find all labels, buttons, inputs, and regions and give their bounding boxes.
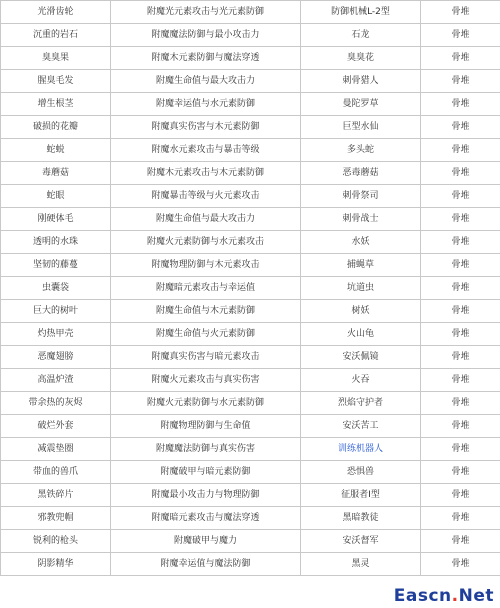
table-row (1, 392, 500, 415)
table-row (1, 185, 500, 208)
monster-cell (301, 323, 421, 346)
table-row (1, 1, 500, 24)
monster-text: 水妖 (351, 237, 370, 247)
item-name-cell (1, 369, 111, 392)
enchant-effect-text: 附魔最小攻击力与物理防御 (151, 490, 260, 500)
table-row (1, 24, 500, 47)
table-row (1, 70, 500, 93)
enchant-effect-text: 附魔生命值与木元素防御 (155, 306, 255, 316)
location-text: 骨堆 (451, 375, 470, 385)
enchant-effect-cell (111, 553, 301, 576)
enchant-effect-cell (111, 415, 301, 438)
item-name-text: 破烂外套 (37, 421, 74, 431)
enchant-effect-cell (111, 530, 301, 553)
watermark-part2: Net (458, 586, 494, 606)
monster-text: 树妖 (351, 306, 370, 316)
item-name-cell (1, 323, 111, 346)
monster-text: 火山龟 (346, 329, 374, 339)
enchant-effect-cell (111, 24, 301, 47)
location-text: 骨堆 (451, 30, 470, 40)
location-cell (421, 1, 500, 24)
item-name-text: 阴影精华 (37, 559, 74, 569)
location-cell (421, 70, 500, 93)
item-name-cell (1, 162, 111, 185)
item-name-text: 蛇眼 (46, 191, 65, 201)
location-text: 骨堆 (451, 444, 470, 454)
location-text: 骨堆 (451, 122, 470, 132)
enchant-effect-cell (111, 185, 301, 208)
monster-text: 黑暗教徒 (342, 513, 379, 523)
enchant-effect-cell (111, 93, 301, 116)
location-cell (421, 24, 500, 47)
enchant-effect-text: 附魔暗元素攻击与魔法穿透 (151, 513, 260, 523)
table-row (1, 47, 500, 70)
location-cell (421, 93, 500, 116)
table-row (1, 254, 500, 277)
location-text: 骨堆 (451, 329, 470, 339)
enchant-effect-text: 附魔真实伤害与暗元素攻击 (151, 352, 260, 362)
monster-text: 多头蛇 (346, 145, 374, 155)
item-name-text: 黑铁碎片 (37, 490, 74, 500)
location-cell (421, 553, 500, 576)
location-cell (421, 461, 500, 484)
location-text: 骨堆 (451, 421, 470, 431)
item-name-text: 光滑齿轮 (37, 7, 74, 17)
enchant-effect-cell (111, 70, 301, 93)
enchant-effect-text: 附魔暗元素攻击与幸运值 (155, 283, 255, 293)
enchant-effect-cell (111, 392, 301, 415)
monster-text: 石龙 (351, 30, 370, 40)
item-name-cell (1, 530, 111, 553)
location-cell (421, 139, 500, 162)
enchant-effect-text: 附魔生命值与火元素防御 (155, 329, 255, 339)
monster-cell (301, 346, 421, 369)
item-name-cell (1, 553, 111, 576)
location-text: 骨堆 (451, 513, 470, 523)
item-name-text: 高温炉渣 (37, 375, 74, 385)
item-name-cell (1, 277, 111, 300)
monster-text: 防御机械L-2型 (331, 7, 390, 17)
location-text: 骨堆 (451, 214, 470, 224)
location-text: 骨堆 (451, 352, 470, 362)
monster-text: 刺骨战士 (342, 214, 379, 224)
location-text: 骨堆 (451, 191, 470, 201)
table-row (1, 484, 500, 507)
enchant-effect-text: 附魔魔法防御与最小攻击力 (151, 30, 260, 40)
item-name-cell (1, 70, 111, 93)
location-text: 骨堆 (451, 398, 470, 408)
monster-text: 火吞 (351, 375, 370, 385)
location-cell (421, 162, 500, 185)
location-cell (421, 507, 500, 530)
enchant-effect-text: 附魔水元素攻击与暴击等级 (151, 145, 260, 155)
monster-cell (301, 254, 421, 277)
enchant-effect-cell (111, 461, 301, 484)
monster-cell (301, 553, 421, 576)
location-cell (421, 484, 500, 507)
enchant-effect-cell (111, 323, 301, 346)
location-text: 骨堆 (451, 260, 470, 270)
item-name-cell (1, 47, 111, 70)
enchant-effect-text: 附魔物理防御与生命值 (160, 421, 251, 431)
table-row (1, 116, 500, 139)
enchant-effect-cell (111, 346, 301, 369)
table-row (1, 369, 500, 392)
monster-text: 恐惧兽 (346, 467, 374, 477)
item-name-cell (1, 185, 111, 208)
location-text: 骨堆 (451, 490, 470, 500)
monster-cell (301, 300, 421, 323)
monster-text: 刺骨猎人 (342, 76, 379, 86)
location-text: 骨堆 (451, 237, 470, 247)
item-name-cell (1, 24, 111, 47)
drop-table-body (1, 1, 500, 576)
enchant-effect-text: 附魔光元素攻击与光元素防御 (146, 7, 264, 17)
location-cell (421, 47, 500, 70)
location-cell (421, 346, 500, 369)
enchant-effect-cell (111, 507, 301, 530)
table-row (1, 208, 500, 231)
monster-cell[interactable] (301, 438, 421, 461)
enchant-effect-cell (111, 231, 301, 254)
enchant-effect-text: 附魔真实伤害与木元素防御 (151, 122, 260, 132)
item-name-cell (1, 1, 111, 24)
enchant-effect-cell (111, 438, 301, 461)
enchant-effect-cell (111, 369, 301, 392)
location-cell (421, 116, 500, 139)
item-name-cell (1, 438, 111, 461)
location-text: 骨堆 (451, 283, 470, 293)
item-name-text: 带血的兽爪 (32, 467, 78, 477)
location-cell (421, 438, 500, 461)
location-cell (421, 185, 500, 208)
monster-cell (301, 461, 421, 484)
enchant-effect-text: 附魔幸运值与魔法防御 (160, 559, 251, 569)
item-name-text: 带余热的灰烬 (28, 398, 83, 408)
enchant-effect-cell (111, 116, 301, 139)
monster-text: 安沃督军 (342, 536, 379, 546)
table-row (1, 530, 500, 553)
item-name-cell (1, 208, 111, 231)
enchant-effect-cell (111, 162, 301, 185)
enchant-effect-text: 附魔生命值与最大攻击力 (155, 76, 255, 86)
enchant-effect-cell (111, 277, 301, 300)
location-cell (421, 231, 500, 254)
monster-cell (301, 484, 421, 507)
item-name-text: 恶魔翅膀 (37, 352, 74, 362)
table-row (1, 415, 500, 438)
monster-text: 黑灵 (351, 559, 370, 569)
monster-text: 捕蝇草 (346, 260, 374, 270)
monster-cell (301, 185, 421, 208)
item-name-text: 增生根茎 (37, 99, 74, 109)
location-cell (421, 300, 500, 323)
item-name-cell (1, 231, 111, 254)
item-name-cell (1, 139, 111, 162)
monster-cell (301, 231, 421, 254)
monster-text: 安沃佩镜 (342, 352, 379, 362)
monster-cell (301, 392, 421, 415)
location-text: 骨堆 (451, 536, 470, 546)
monster-cell (301, 507, 421, 530)
item-name-cell (1, 300, 111, 323)
enchant-effect-text: 附魔火元素防御与水元素防御 (146, 398, 264, 408)
monster-cell (301, 369, 421, 392)
monster-text: 刺骨祭司 (342, 191, 379, 201)
enchant-effect-text: 附魔破甲与暗元素防御 (160, 467, 251, 477)
site-watermark (392, 586, 496, 606)
item-name-text: 减震垫圈 (37, 444, 74, 454)
monster-cell (301, 415, 421, 438)
location-cell (421, 277, 500, 300)
item-name-cell (1, 93, 111, 116)
monster-text: 征服者Ⅰ型 (341, 490, 380, 500)
monster-text: 坑道虫 (346, 283, 374, 293)
enchant-effect-text: 附魔魔法防御与真实伤害 (155, 444, 255, 454)
enchant-effect-cell (111, 1, 301, 24)
location-text: 骨堆 (451, 7, 470, 17)
location-cell (421, 415, 500, 438)
monster-text: 巨型水仙 (342, 122, 379, 132)
item-name-cell (1, 254, 111, 277)
location-text: 骨堆 (451, 559, 470, 569)
enchant-effect-cell (111, 254, 301, 277)
item-name-text: 刚硬体毛 (37, 214, 74, 224)
enchant-effect-text: 附魔暴击等级与火元素攻击 (151, 191, 260, 201)
location-text: 骨堆 (451, 76, 470, 86)
enchant-effect-text: 附魔火元素攻击与真实伤害 (151, 375, 260, 385)
item-name-text: 坚韧的藤蔓 (32, 260, 78, 270)
item-name-cell (1, 415, 111, 438)
table-row (1, 323, 500, 346)
enchant-effect-text: 附魔木元素攻击与木元素防御 (146, 168, 264, 178)
item-name-cell (1, 507, 111, 530)
location-cell (421, 369, 500, 392)
table-row (1, 162, 500, 185)
monster-cell (301, 70, 421, 93)
item-name-cell (1, 116, 111, 139)
item-name-text: 沉重的岩石 (32, 30, 78, 40)
monster-cell (301, 93, 421, 116)
location-text: 骨堆 (451, 168, 470, 178)
item-name-cell (1, 392, 111, 415)
monster-cell (301, 139, 421, 162)
item-name-text: 邪教兜帽 (37, 513, 74, 523)
enchant-effect-cell (111, 208, 301, 231)
enchant-effect-cell (111, 139, 301, 162)
item-name-cell (1, 346, 111, 369)
monster-text: 安沃苦工 (342, 421, 379, 431)
item-name-text: 锐利的枪头 (32, 536, 78, 546)
table-row (1, 438, 500, 461)
item-name-text: 灼热甲壳 (37, 329, 74, 339)
table-row (1, 139, 500, 162)
table-row (1, 231, 500, 254)
monster-cell (301, 1, 421, 24)
table-row (1, 461, 500, 484)
item-name-text: 毒蘑菇 (41, 168, 69, 178)
monster-link[interactable]: 训练机器人 (337, 444, 383, 454)
table-row (1, 553, 500, 576)
monster-cell (301, 530, 421, 553)
monster-cell (301, 162, 421, 185)
item-name-text: 臭臭果 (41, 53, 69, 63)
monster-text: 臭臭花 (346, 53, 374, 63)
monster-text: 曼陀罗草 (342, 99, 379, 109)
item-name-text: 巨大的树叶 (32, 306, 78, 316)
enchant-effect-cell (111, 484, 301, 507)
location-cell (421, 530, 500, 553)
item-name-text: 虫囊袋 (41, 283, 69, 293)
item-name-text: 腥臭毛发 (37, 76, 74, 86)
enchant-effect-text: 附魔破甲与魔力 (173, 536, 237, 546)
monster-cell (301, 116, 421, 139)
table-row (1, 346, 500, 369)
item-name-cell (1, 461, 111, 484)
watermark-dot: . (451, 586, 459, 606)
table-row (1, 93, 500, 116)
monster-text: 恶毒蘑菇 (342, 168, 379, 178)
table-row (1, 507, 500, 530)
enchant-effect-text: 附魔木元素防御与魔法穿透 (151, 53, 260, 63)
enchant-effect-text: 附魔物理防御与木元素攻击 (151, 260, 260, 270)
location-cell (421, 323, 500, 346)
table-row (1, 277, 500, 300)
location-text: 骨堆 (451, 306, 470, 316)
monster-text: 烈焰守护者 (337, 398, 383, 408)
location-text: 骨堆 (451, 99, 470, 109)
item-name-text: 破损的花瓣 (32, 122, 78, 132)
item-name-cell (1, 484, 111, 507)
location-cell (421, 208, 500, 231)
location-cell (421, 254, 500, 277)
enchant-effect-text: 附魔火元素防御与水元素攻击 (146, 237, 264, 247)
enchant-effect-text: 附魔生命值与最大攻击力 (155, 214, 255, 224)
enchant-effect-text: 附魔幸运值与水元素防御 (155, 99, 255, 109)
item-name-text: 蛇蜕 (46, 145, 65, 155)
enchant-effect-cell (111, 47, 301, 70)
monster-cell (301, 277, 421, 300)
item-name-text: 透明的水珠 (32, 237, 78, 247)
monster-cell (301, 208, 421, 231)
enchant-effect-cell (111, 300, 301, 323)
location-cell (421, 392, 500, 415)
location-text: 骨堆 (451, 53, 470, 63)
table-row (1, 300, 500, 323)
watermark-part1: Eascn (393, 586, 452, 606)
location-text: 骨堆 (451, 467, 470, 477)
monster-cell (301, 24, 421, 47)
monster-cell (301, 47, 421, 70)
location-text: 骨堆 (451, 145, 470, 155)
